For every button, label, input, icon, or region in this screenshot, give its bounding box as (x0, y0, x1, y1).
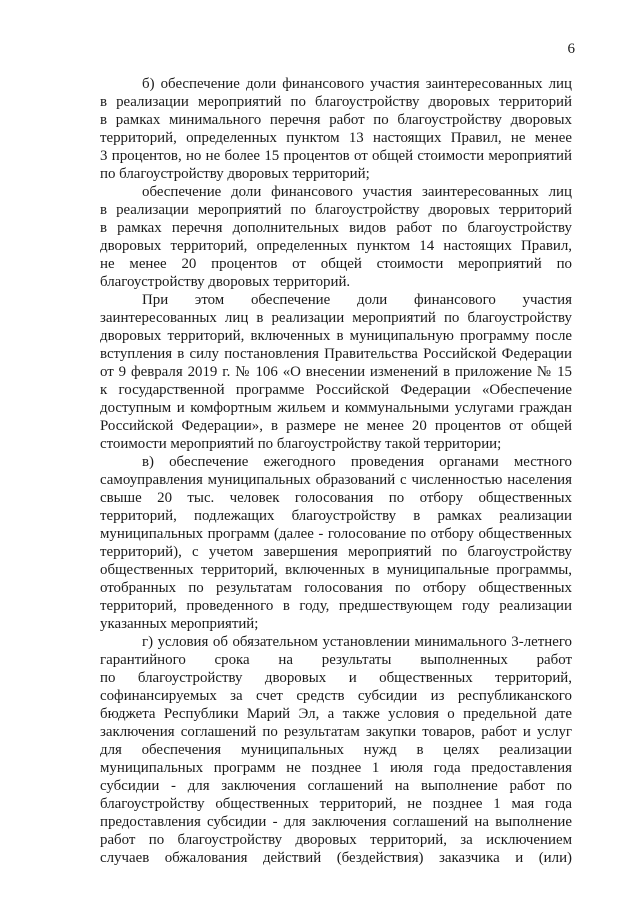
text-line: При этом обеспечение доли финансового участия (142, 292, 572, 308)
text-line: общественных территорий, включенных в муниципальные программы, (100, 562, 572, 578)
text-line: в) обеспечение ежегодного проведения органами местного (142, 454, 572, 470)
text-line: территорий, подлежащих благоустройству в рамках реализации (100, 508, 572, 524)
text-line: заключения соглашений по результатам закупки товаров, работ и услуг (100, 724, 572, 740)
page-number: 6 (567, 41, 575, 57)
text-line: доступным и комфортным жильем и коммунальными услугами граждан (100, 400, 572, 416)
text-line: отобранных по результатам голосования по отбору общественных (100, 580, 572, 596)
text-line: не менее 20 процентов от общей стоимости мероприятий по (100, 256, 572, 272)
text-line: для обеспечения муниципальных нужд в целях реализации (100, 742, 572, 758)
text-line: от 9 февраля 2019 г. № 106 «О внесении изменений в приложение № 15 (100, 364, 572, 380)
text-line: в рамках минимального перечня работ по благоустройству дворовых (100, 112, 572, 128)
text-line: в рамках перечня дополнительных видов работ по благоустройству (100, 220, 572, 236)
text-line: муниципальных программ не позднее 1 июля года предоставления (100, 760, 572, 776)
text-line: софинансируемых за счет средств субсидии из республиканского (100, 688, 572, 704)
text-line: 3 процентов, но не более 15 процентов от общей стоимости мероприятий (100, 148, 572, 164)
text-line: заинтересованных лиц в реализации мероприятий по благоустройству (100, 310, 572, 326)
text-line: благоустройству общественных территорий, не позднее 1 мая года (100, 796, 572, 812)
text-line: дворовых территорий, определенных пунктом 14 настоящих Правил, (100, 238, 572, 254)
text-line: случаев обжалования действий (бездействия) заказчика и (или) (100, 850, 572, 866)
text-line: бюджета Республики Марий Эл, а также условия о предельной дате (100, 706, 572, 722)
text-line: стоимости мероприятий по благоустройству такой территории; (100, 436, 502, 452)
text-line: к государственной программе Российской Федерации «Обеспечение (100, 382, 572, 398)
text-line: в реализации мероприятий по благоустройству дворовых территорий (100, 202, 572, 218)
text-line: работ по благоустройству дворовых территорий, за исключением (100, 832, 572, 848)
text-line: муниципальных программ (далее - голосование по отбору общественных (100, 526, 572, 542)
text-line: субсидии - для заключения соглашений на выполнение работ по (100, 778, 572, 794)
text-line: самоуправления муниципальных образований с численностью населения (100, 472, 572, 488)
text-line: по благоустройству дворовых и общественных территорий, (100, 670, 572, 686)
text-line: гарантийного срока на результаты выполненных работ (100, 652, 572, 668)
text-line: благоустройству дворовых территорий. (100, 274, 351, 290)
text-line: по благоустройству дворовых территорий; (100, 166, 370, 182)
text-line: дворовых территорий, включенных в муниципальную программу после (100, 328, 572, 344)
text-line: в реализации мероприятий по благоустройству дворовых территорий (100, 94, 572, 110)
text-line: б) обеспечение доли финансового участия заинтересованных лиц (142, 76, 572, 92)
text-line: территорий), с учетом завершения мероприятий по благоустройству (100, 544, 572, 560)
text-line: обеспечение доли финансового участия заинтересованных лиц (142, 184, 572, 200)
text-line: территорий, определенных пунктом 13 настоящих Правил, не менее (100, 130, 572, 146)
text-line: г) условия об обязательном установлении минимального 3-летнего (142, 634, 572, 650)
text-line: территорий, проведенного в году, предшествующем году реализации (100, 598, 572, 614)
text-line: Российской Федерации», в размере не менее 20 процентов от общей (100, 418, 572, 434)
text-line: свыше 20 тыс. человек голосования по отбору общественных (100, 490, 572, 506)
text-line: предоставления субсидии - для заключения соглашений на выполнение (100, 814, 572, 830)
text-line: указанных мероприятий; (100, 616, 259, 632)
text-line: вступления в силу постановления Правительства Российской Федерации (100, 346, 572, 362)
